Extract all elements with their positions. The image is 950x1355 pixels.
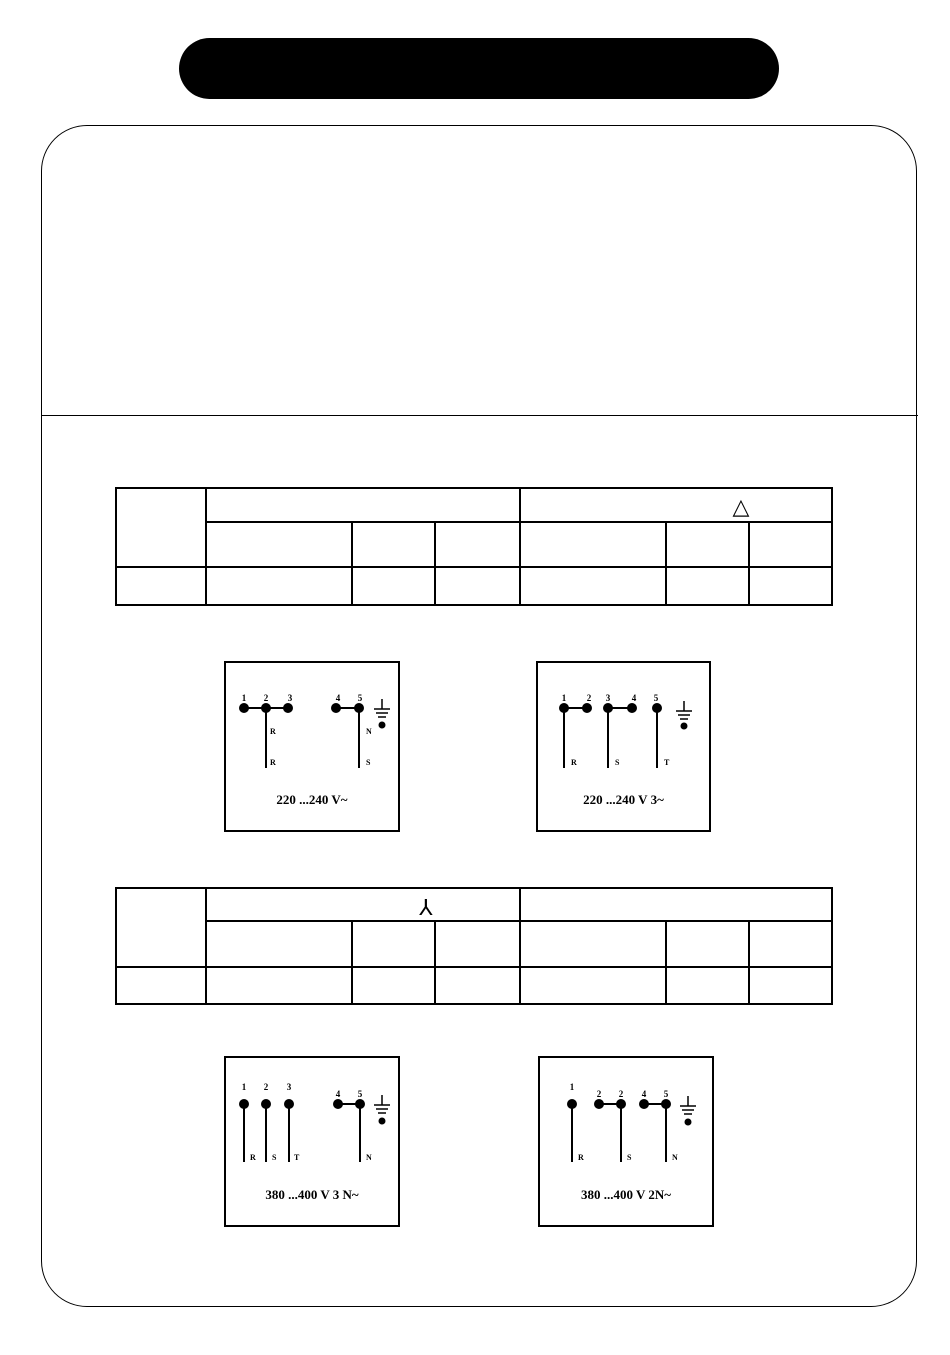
terminal-label: 3 bbox=[287, 693, 293, 703]
table-bottom bbox=[116, 888, 832, 1004]
terminal-label: 5 bbox=[357, 693, 363, 703]
wiring-diagram-two-phase bbox=[538, 1056, 714, 1227]
wire-label: N bbox=[672, 1153, 678, 1162]
wiring-diagram-three-phase-delta bbox=[536, 661, 711, 832]
wire-label: R bbox=[578, 1153, 584, 1162]
terminal-label: 2 bbox=[586, 693, 592, 703]
terminal-label: 4 bbox=[631, 693, 637, 703]
wire-label: T bbox=[664, 758, 670, 767]
voltage-caption: 380 ...400 V 3 N~ bbox=[265, 1187, 359, 1202]
wire-label: T bbox=[294, 1153, 300, 1162]
terminal-label: 5 bbox=[663, 1089, 669, 1099]
wiring-diagram-three-phase-star bbox=[224, 1056, 400, 1227]
wire-label: N bbox=[366, 727, 372, 736]
voltage-caption: 220 ...240 V~ bbox=[276, 792, 348, 807]
voltage-caption: 220 ...240 V 3~ bbox=[583, 792, 664, 807]
wire-label: S bbox=[627, 1153, 632, 1162]
wiring-schematic bbox=[540, 1058, 716, 1229]
wiring-schematic bbox=[226, 663, 402, 834]
terminal-label: 2 bbox=[596, 1089, 602, 1099]
terminal-label: 4 bbox=[335, 1089, 341, 1099]
terminal-label: 5 bbox=[357, 1089, 363, 1099]
wiring-schematic bbox=[226, 1058, 402, 1229]
wire-label: S bbox=[615, 758, 620, 767]
terminal-label: 4 bbox=[335, 693, 341, 703]
terminal-label: 2 bbox=[618, 1089, 624, 1099]
terminal-label: 1 bbox=[569, 1082, 575, 1092]
terminal-label: 1 bbox=[561, 693, 567, 703]
terminal-label: 3 bbox=[286, 1082, 292, 1092]
terminal-label: 5 bbox=[653, 693, 659, 703]
terminal-label: 2 bbox=[263, 693, 269, 703]
terminal-label: 1 bbox=[241, 1082, 247, 1092]
terminal-label: 4 bbox=[641, 1089, 647, 1099]
table-top bbox=[116, 488, 832, 605]
delta-symbol: △ bbox=[732, 495, 750, 520]
terminal-label: 3 bbox=[605, 693, 611, 703]
wire-label: S bbox=[366, 758, 371, 767]
terminal-label: 2 bbox=[263, 1082, 269, 1092]
wire-label: R bbox=[250, 1153, 256, 1162]
voltage-caption: 380 ...400 V 2N~ bbox=[580, 1187, 672, 1202]
wiring-schematic bbox=[538, 663, 713, 834]
terminal-label: 1 bbox=[241, 693, 247, 703]
wire-label: S bbox=[272, 1153, 277, 1162]
wire-label: R bbox=[571, 758, 577, 767]
wire-label: R bbox=[270, 758, 276, 767]
wire-label: N bbox=[366, 1153, 372, 1162]
star-symbol: ⅄ bbox=[419, 896, 433, 921]
wiring-diagram-single-phase bbox=[224, 661, 400, 832]
wire-label: R bbox=[270, 727, 276, 736]
